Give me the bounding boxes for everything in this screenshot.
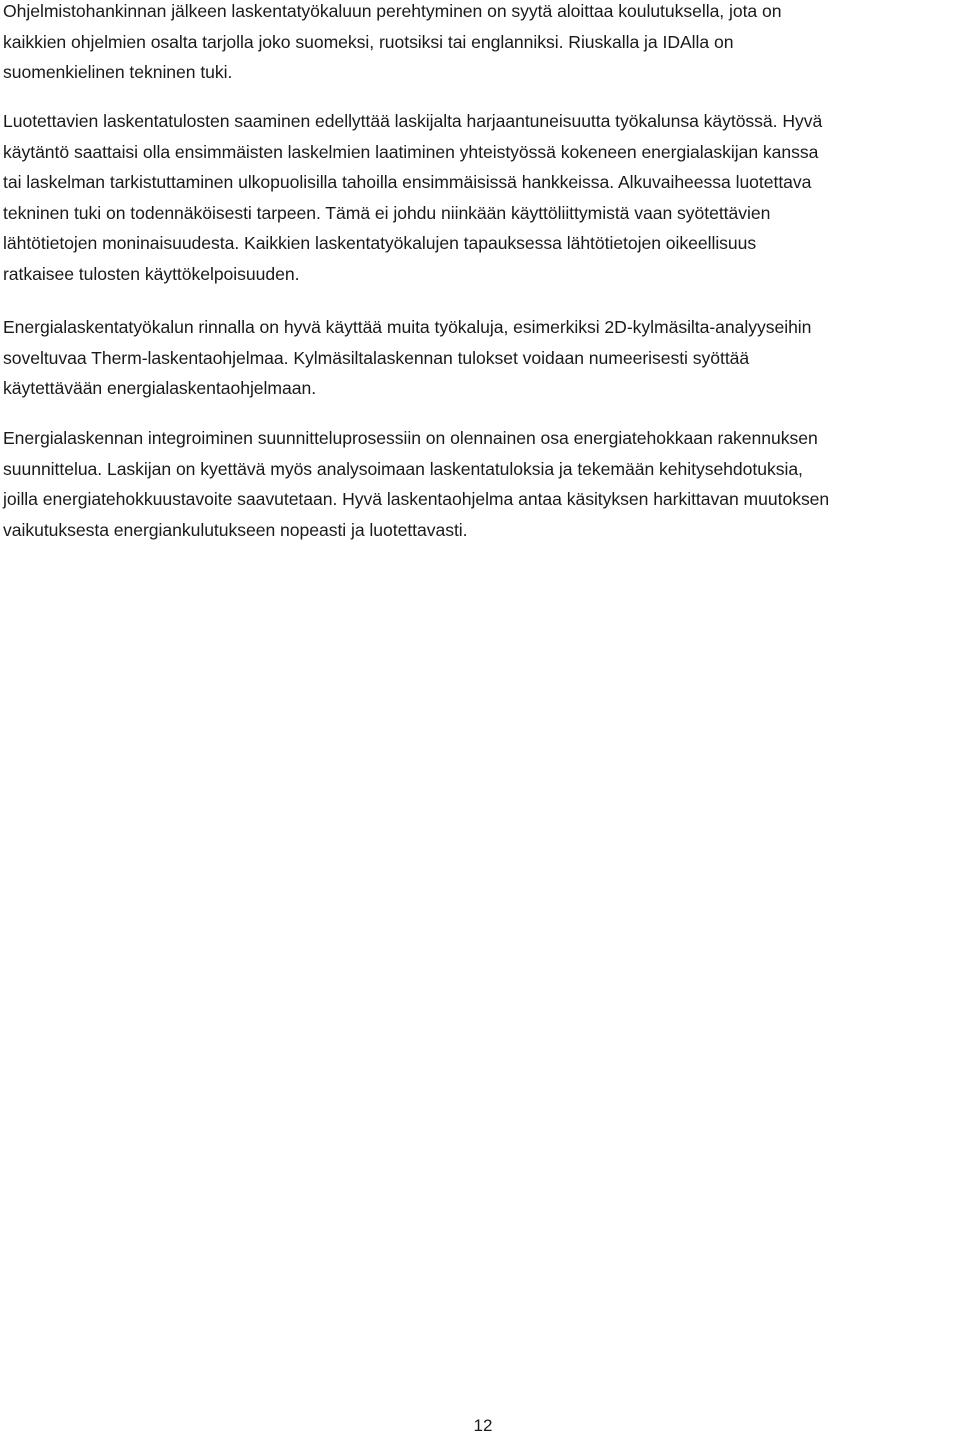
text-line: Energialaskentatyökalun rinnalla on hyvä käyttää muita työkaluja, esimerkiksi 2D-kylmäsilta-analyyseihin [3, 317, 812, 337]
text-line: lähtötietojen moninaisuudesta. Kaikkien laskentatyökalujen tapauksessa lähtötietojen oikeellisuus [3, 233, 757, 253]
paragraph-reliable-results [3, 106, 822, 289]
text-line: soveltuvaa Therm-laskentaohjelmaa. Kylmäsiltalaskennan tulokset voidaan numeerisesti syöttää [3, 347, 750, 368]
text-line: joilla energiatehokkuustavoite saavutetaan. Hyvä laskentaohjelma antaa käsityksen harkittavan muutoksen [3, 489, 830, 509]
text-line: vaikutuksesta energiankulutukseen nopeasti ja luotettavasti. [3, 519, 468, 540]
paragraph-design-integration [3, 423, 829, 545]
text-line: kaikkien ohjelmien osalta tarjolla joko suomeksi, ruotsiksi tai englanniksi. Riuskalla ja IDAlla on [3, 31, 734, 52]
paragraph-other-tools [3, 312, 811, 404]
page-number: 12 [473, 1416, 493, 1435]
text-line: suunnittelua. Laskijan on kyettävä myös analysoimaan laskentatuloksia ja tekemään kehitysehdotuksia, [3, 458, 803, 479]
text-line: ratkaisee tulosten käyttökelpoisuuden. [3, 263, 300, 284]
text-line: käytettävään energialaskentaohjelmaan. [3, 378, 317, 398]
text-line: suomenkielinen tekninen tuki. [3, 62, 233, 82]
text-line: tai laskelman tarkistuttaminen ulkopuolisilla tahoilla ensimmäisissä hankkeissa. Alkuvaiheessa luotettava [3, 172, 812, 192]
text-line: Energialaskennan integroiminen suunnitteluprosessiin on olennainen osa energiatehokkaan rakennuksen [3, 428, 818, 448]
text-line: käytäntö saattaisi olla ensimmäisten laskelmien laatiminen yhteistyössä kokeneen energialaskijan kanssa [3, 141, 819, 162]
paragraph-software-training [3, 0, 781, 88]
text-line: Ohjelmistohankinnan jälkeen laskentatyökaluun perehtyminen on syytä aloittaa koulutuksella, jota on [3, 1, 782, 21]
text-line: Luotettavien laskentatulosten saaminen edellyttää laskijalta harjaantuneisuutta työkalunsa käytössä. Hyvä [3, 111, 823, 131]
text-line: tekninen tuki on todennäköisesti tarpeen. Tämä ei johdu niinkään käyttöliittymistä vaan syötettävien [3, 202, 771, 223]
